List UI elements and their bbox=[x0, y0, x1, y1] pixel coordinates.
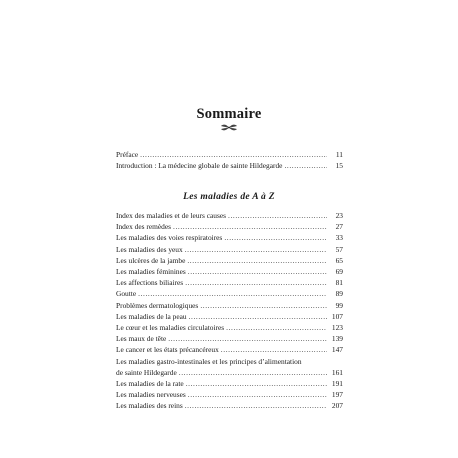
toc-entry-page: 139 bbox=[331, 334, 343, 344]
toc-entry-introduction[interactable] bbox=[116, 160, 343, 171]
ornament-icon bbox=[219, 123, 239, 132]
toc-entry[interactable] bbox=[116, 311, 343, 322]
dot-leader bbox=[221, 344, 327, 355]
dot-leader bbox=[200, 300, 327, 311]
toc-entry-label: Goutte bbox=[116, 289, 137, 299]
toc-entry-label: Index des maladies et de leurs causes bbox=[116, 211, 226, 220]
toc-entry[interactable] bbox=[116, 232, 343, 243]
toc-entry-page: 123 bbox=[331, 323, 343, 333]
toc-entry-page: 33 bbox=[335, 233, 343, 243]
toc-entry[interactable] bbox=[116, 333, 343, 344]
dot-leader bbox=[188, 266, 327, 277]
toc-entry[interactable] bbox=[116, 221, 343, 232]
toc-entry-page: 107 bbox=[331, 311, 343, 321]
toc-entry[interactable] bbox=[116, 356, 343, 378]
toc-entry-label: Index des remèdes bbox=[116, 222, 171, 232]
toc-entry-label-continued: de sainte Hildegarde bbox=[116, 367, 177, 377]
toc-entry-label: Introduction : La médecine globale de sainte Hildegarde bbox=[116, 161, 283, 171]
toc-entry-page: 207 bbox=[331, 401, 343, 411]
toc-entry-page: 81 bbox=[335, 278, 343, 288]
toc-entry-label: Les maladies nerveuses bbox=[116, 390, 186, 400]
toc-entry-label: Les maladies des reins bbox=[116, 401, 183, 411]
toc-entry[interactable] bbox=[116, 277, 343, 288]
dot-leader bbox=[188, 389, 327, 400]
toc-entry-page: 99 bbox=[335, 300, 343, 310]
toc-entry[interactable] bbox=[116, 389, 343, 400]
toc-entry-label: Préface bbox=[116, 150, 139, 159]
front-matter-list bbox=[116, 149, 343, 171]
dot-leader bbox=[187, 255, 327, 266]
toc-entry[interactable] bbox=[116, 300, 343, 311]
toc-entry[interactable] bbox=[116, 255, 343, 266]
section-title: Les maladies de A à Z bbox=[183, 192, 275, 202]
toc-entry-page: 15 bbox=[335, 161, 343, 171]
toc-entry-page: 89 bbox=[335, 289, 343, 299]
toc-entry[interactable] bbox=[116, 400, 343, 411]
toc-entry-label: Les maladies gastro-intestinales et les principes d’alimentation bbox=[116, 356, 302, 366]
dot-leader bbox=[224, 232, 327, 243]
toc-entry-page: 147 bbox=[331, 345, 343, 355]
toc-entry-label: Les maux de tête bbox=[116, 334, 167, 344]
toc-entry-page: 23 bbox=[335, 211, 343, 220]
toc-entry-page: 11 bbox=[335, 150, 343, 159]
dot-leader bbox=[228, 210, 327, 221]
dot-leader bbox=[185, 277, 327, 288]
toc-entry-page: 27 bbox=[335, 222, 343, 232]
toc-entry-label: Les ulcères de la jambe bbox=[116, 255, 186, 265]
toc-entry-label: Les maladies des yeux bbox=[116, 244, 183, 254]
toc-entry[interactable] bbox=[116, 266, 343, 277]
toc-entry-label: Les maladies des voies respiratoires bbox=[116, 233, 223, 243]
toc-entry-label: Les maladies féminines bbox=[116, 267, 186, 277]
dot-leader bbox=[140, 149, 327, 160]
dot-leader bbox=[168, 333, 327, 344]
dot-leader bbox=[226, 322, 327, 333]
toc-entry[interactable] bbox=[116, 210, 343, 221]
toc-entry[interactable] bbox=[116, 322, 343, 333]
toc-entry-page: 161 bbox=[331, 367, 343, 377]
toc-entry-label: Le cœur et les maladies circulatoires bbox=[116, 323, 225, 333]
toc-entry-label: Les maladies de la peau bbox=[116, 311, 187, 321]
toc-entry-page: 69 bbox=[335, 267, 343, 277]
toc-entry[interactable] bbox=[116, 344, 343, 355]
toc-entry[interactable] bbox=[116, 244, 343, 255]
dot-leader bbox=[189, 311, 327, 322]
toc-entry-page: 191 bbox=[331, 379, 343, 389]
toc-entry[interactable] bbox=[116, 378, 343, 389]
toc-entry-label: Les affections biliaires bbox=[116, 278, 184, 288]
page-title: Sommaire bbox=[196, 106, 262, 122]
toc-entry[interactable] bbox=[116, 288, 343, 299]
toc-list bbox=[116, 210, 343, 412]
dot-leader bbox=[173, 221, 327, 232]
toc-entry-page: 197 bbox=[331, 390, 343, 400]
dot-leader bbox=[284, 160, 327, 171]
toc-entry-page: 57 bbox=[335, 244, 343, 254]
dot-leader bbox=[138, 288, 327, 299]
dot-leader bbox=[185, 400, 327, 411]
toc-entry-label: Les maladies de la rate bbox=[116, 379, 184, 389]
toc-entry-label: Le cancer et les états précancéreux bbox=[116, 345, 219, 355]
toc-entry-page: 65 bbox=[335, 255, 343, 265]
toc-entry-label: Problèmes dermatologiques bbox=[116, 300, 199, 310]
toc-entry-preface[interactable] bbox=[116, 149, 343, 160]
dot-leader bbox=[186, 378, 327, 389]
dot-leader bbox=[179, 367, 327, 378]
dot-leader bbox=[185, 244, 327, 255]
